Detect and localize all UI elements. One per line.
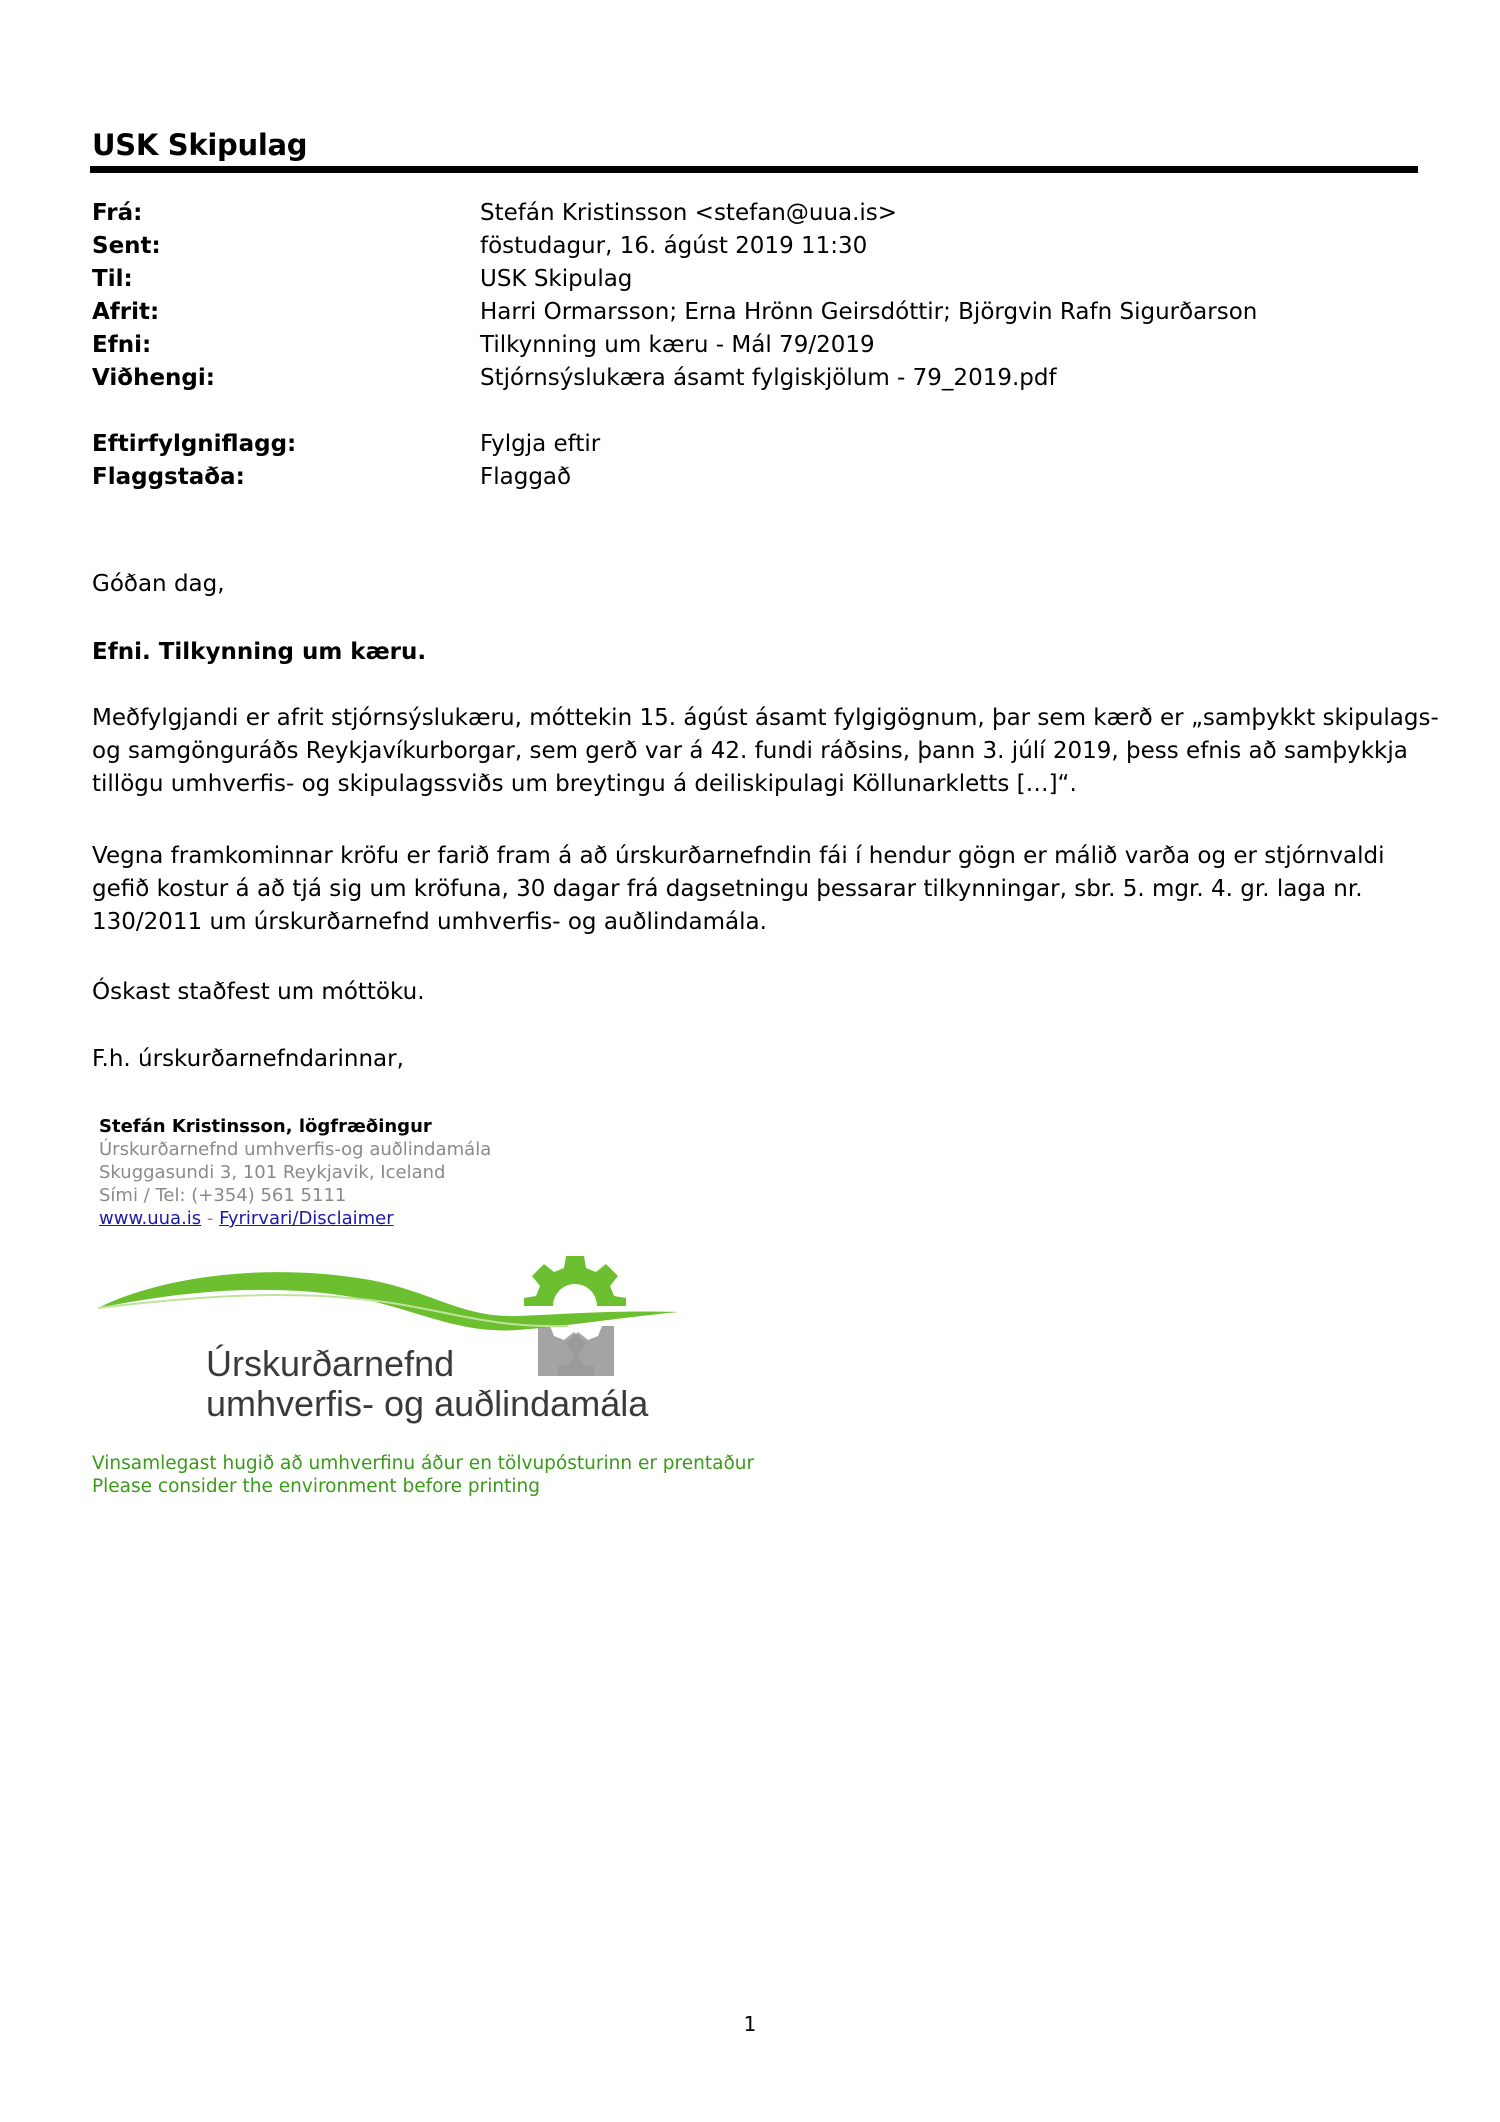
signature-org: Úrskurðarnefnd umhverfis-og auðlindamála	[99, 1139, 492, 1160]
to-value: USK Skipulag	[480, 266, 633, 292]
confirm-request	[92, 976, 1422, 1009]
disclaimer-link[interactable]: Fyrirvari/Disclaimer	[219, 1208, 394, 1229]
header-label: Frá:	[92, 200, 143, 226]
paragraph-line: Vegna framkominnar kröfu er farið fram á að úrskurðarnefndin fái í hendur gögn er málið varða og er stjórnvaldi	[92, 843, 1385, 869]
email-body	[92, 568, 1422, 601]
flag-status-value: Flaggað	[480, 464, 572, 490]
header-row-to	[92, 263, 1412, 296]
signature-name: Stefán Kristinsson, lögfræðingur	[99, 1116, 432, 1137]
email-body-subject	[92, 636, 1422, 669]
cc-value: Harri Ormarsson; Erna Hrönn Geirsdóttir; Björgvin Rafn Sigurðarson	[480, 299, 1258, 325]
header-label: Sent:	[92, 233, 161, 259]
header-row-follow-up-flag	[92, 428, 1412, 461]
paragraph-line: gefið kostur á að tjá sig um kröfuna, 30 dagar frá dagsetningu þessarar tilkynningar, sbr. 5. mgr. 4. gr. laga nr.	[92, 876, 1363, 902]
sender-value: Stefán Kristinsson <stefan@uua.is>	[480, 200, 898, 226]
greeting: Góðan dag,	[92, 571, 225, 597]
paragraph-line: og samgönguráðs Reykjavíkurborgar, sem gerð var á 42. fundi ráðsins, þann 3. júlí 2019, þess efnis að samþykkja	[92, 738, 1408, 764]
closing	[92, 1043, 1422, 1076]
logo-line-1: Úrskurðarnefnd	[206, 1343, 455, 1384]
body-subject-line: Efni. Tilkynning um kæru.	[92, 639, 427, 665]
subject-value: Tilkynning um kæru - Mál 79/2019	[480, 332, 875, 358]
header-row-sent	[92, 230, 1412, 263]
paragraph-line: 130/2011 um úrskurðarnefnd umhverfis- og auðlindamála.	[92, 909, 767, 935]
header-row-flag-status	[92, 461, 1412, 494]
header-row-cc	[92, 296, 1412, 329]
sent-value: föstudagur, 16. ágúst 2019 11:30	[480, 233, 868, 259]
header-label: Afrit:	[92, 299, 160, 325]
paragraph-request	[92, 840, 1422, 939]
signature-links	[99, 1207, 491, 1230]
paragraph-line: tillögu umhverfis- og skipulagssviðs um breytingu á deiliskipulagi Köllunarkletts […]“.	[92, 771, 1077, 797]
org-logo	[98, 1248, 708, 1428]
environment-note	[92, 1452, 754, 1498]
header-row-from	[92, 197, 1412, 230]
email-signature	[99, 1115, 491, 1230]
website-link[interactable]: www.uua.is	[99, 1208, 202, 1229]
closing-text: F.h. úrskurðarnefndarinnar,	[92, 1046, 404, 1072]
page-number: 1	[743, 2012, 757, 2036]
header-label: Flaggstaða:	[92, 464, 245, 490]
link-separator: -	[201, 1208, 220, 1229]
header-row-attachment	[92, 362, 1412, 395]
paragraph-line: Meðfylgjandi er afrit stjórnsýslukæru, móttekin 15. ágúst ásamt fylgigögnum, þar sem kærð er „samþykkt skipulags-	[92, 705, 1439, 731]
environment-note-is: Vinsamlegast hugið að umhverfinu áður en tölvupósturinn er prentaður	[92, 1453, 755, 1474]
environment-note-en: Please consider the environment before printing	[92, 1476, 540, 1497]
header-row-subject	[92, 329, 1412, 362]
header-label: Til:	[92, 266, 133, 292]
document-title: USK Skipulag	[92, 128, 308, 162]
title-divider	[90, 166, 1418, 173]
signature-address: Skuggasundi 3, 101 Reykjavik, Iceland	[99, 1162, 446, 1183]
signature-phone: Sími / Tel: (+354) 561 5111	[99, 1185, 347, 1206]
paragraph-appeal-notice	[92, 702, 1439, 801]
logo-line-2: umhverfis- og auðlindamála	[206, 1383, 649, 1424]
header-label: Efni:	[92, 332, 152, 358]
follow-up-flag-value: Fylgja eftir	[480, 431, 601, 457]
attachment-value: Stjórnsýslukæra ásamt fylgiskjölum - 79_2019.pdf	[480, 365, 1057, 391]
header-label: Viðhengi:	[92, 365, 215, 391]
header-label: Eftirfylgniflagg:	[92, 431, 297, 457]
confirm-request-text: Óskast staðfest um móttöku.	[92, 979, 425, 1005]
